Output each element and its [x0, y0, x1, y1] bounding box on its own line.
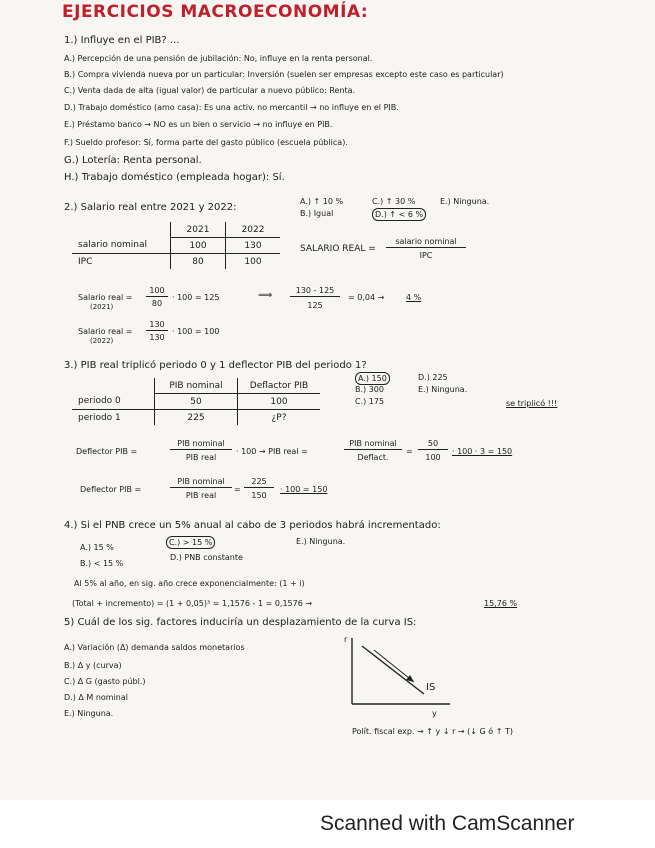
- page-title: EJERCICIOS MACROECONOMÍA:: [62, 2, 369, 22]
- q3-option-e: E.) Ninguna.: [418, 385, 468, 394]
- q3-d3-den: 100: [425, 453, 441, 462]
- q3-cell: 225: [155, 410, 238, 426]
- q2-option-a: A.) ↑ 10 %: [300, 197, 344, 206]
- q3-table-corner: [72, 378, 155, 394]
- q3-row-label: periodo 1: [78, 412, 121, 423]
- q3-cell: 100: [238, 394, 321, 410]
- q2-calc1-year: (2021): [90, 303, 114, 311]
- q2-formula-num: salario nominal: [386, 236, 466, 248]
- q2-option-d-circled: D.) ↑ < 6 %: [372, 208, 426, 221]
- q3-col-pib-nominal: PIB nominal: [155, 378, 238, 394]
- q2-table: [72, 222, 280, 269]
- q4-line2: (Total + incremento) = (1 + 0,05)³ = 1,1576 - 1 = 0,1576 →: [72, 599, 313, 608]
- q3-d3-num: 50: [418, 438, 448, 450]
- is-curve-label: IS: [426, 682, 436, 693]
- q5-policy: Polít. fiscal exp. → ↑ y ↓ r → (↓ G ó ↑ T): [352, 727, 513, 736]
- q3-cell: 50: [155, 394, 238, 410]
- q3-deflector-label: Deflector PIB =: [76, 447, 138, 456]
- q3-e1-den: PIB real: [185, 491, 217, 500]
- q2-question: 2.) Salario real entre 2021 y 2022:: [64, 202, 237, 213]
- q5-option-b: B.) Δ y (curva): [64, 661, 122, 670]
- q3-option-c: C.) 175: [355, 397, 385, 406]
- q2-arrow: ⟹: [258, 290, 273, 301]
- q3-option-a-circled: A.) 150: [355, 372, 390, 385]
- q2-diff-den: 125: [307, 301, 323, 310]
- q2-formula-den: IPC: [419, 251, 433, 260]
- q3-e1-num: PIB nominal: [170, 476, 232, 488]
- axis-y-label: y: [432, 709, 437, 718]
- is-curve-diagram: [340, 632, 470, 722]
- q2-cell: 80: [171, 254, 226, 270]
- q3-option-d: D.) 225: [418, 373, 448, 382]
- camscanner-footer: Scanned with CamScanner: [320, 812, 575, 835]
- q5-option-e: E.) Ninguna.: [64, 709, 114, 718]
- q4-question: 4.) Si el PNB crece un 5% anual al cabo de 3 periodos habrá incrementado:: [64, 520, 441, 531]
- q2-option-e: E.) Ninguna.: [440, 197, 490, 206]
- q2-cell: 100: [171, 238, 226, 254]
- q3-d1-num: PIB nominal: [170, 438, 232, 450]
- q5-option-a: A.) Variación (Δ) demanda saldos monetarios: [64, 643, 245, 652]
- q3-cell: ¿P?: [238, 410, 321, 426]
- q3-option-b: B.) 300: [355, 385, 384, 394]
- q3-note: se triplicó !!!: [506, 399, 558, 408]
- is-curve: [362, 646, 424, 694]
- q2-cell: 100: [226, 254, 281, 270]
- q2-cell: 130: [226, 238, 281, 254]
- q1-item-f: F.) Sueldo profesor: Sí, forma parte del gasto público (escuela pública).: [64, 138, 348, 147]
- q3-e-equals: =: [234, 485, 241, 494]
- q4-result: 15,76 %: [484, 599, 518, 608]
- q3-d2-num: PIB nominal: [344, 438, 402, 450]
- q4-option-e: E.) Ninguna.: [296, 537, 346, 546]
- q3-table: [72, 378, 320, 425]
- q2-calc1-den: 80: [151, 299, 163, 308]
- q2-calc1-rest: · 100 = 125: [172, 293, 220, 302]
- q2-calc2-rest: · 100 = 100: [172, 327, 220, 336]
- q4-option-c-circled: C.) > 15 %: [166, 536, 215, 549]
- q2-result: 4 %: [406, 293, 422, 302]
- q2-calc2-year: (2022): [90, 337, 114, 345]
- q2-col-2022: 2022: [226, 222, 281, 238]
- shift-arrow: [374, 650, 414, 682]
- q2-col-2021: 2021: [171, 222, 226, 238]
- q2-option-b: B.) Igual: [300, 209, 334, 218]
- q1-item-e: E.) Préstamo banco → NO es un bien o servicio → no influye en PIB.: [64, 120, 333, 129]
- axis-r-label: r: [344, 635, 348, 644]
- q1-item-c: C.) Venta dada de alta (igual valor) de particular a nuevo público: Renta.: [64, 86, 356, 95]
- q2-calc1-num: 100: [146, 285, 168, 297]
- q3-e2-num: 225: [244, 476, 274, 488]
- q3-col-deflactor: Deflactor PIB: [238, 378, 321, 394]
- q4-option-d: D.) PNB constante: [170, 553, 243, 562]
- q2-calc2-den: 130: [149, 333, 165, 342]
- q4-option-b: B.) < 15 %: [80, 559, 124, 568]
- q3-d2-eq: =: [406, 447, 413, 456]
- q2-row-label: IPC: [78, 256, 93, 267]
- q1-item-d: D.) Trabajo doméstico (amo casa): Es una activ. no mercantil → no influye en el PIB.: [64, 103, 399, 112]
- q1-item-b: B.) Compra vivienda nueva por un particular: Inversión (suelen ser empresas excepto este caso es particular): [64, 70, 504, 79]
- q3-d1-rest: · 100 → PIB real =: [236, 447, 308, 456]
- q2-calc2-label: Salario real =: [78, 327, 133, 336]
- q3-row-label: periodo 0: [72, 394, 155, 410]
- q3-e-rest: · 100 = 150: [280, 485, 328, 494]
- q2-calc1-label: Salario real =: [78, 293, 133, 302]
- q3-calc-head: · 100 · 3 = 150: [452, 447, 513, 456]
- q5-option-d: D.) Δ M nominal: [64, 693, 129, 702]
- q1-question: 1.) Influye en el PIB? ...: [64, 35, 180, 46]
- q2-option-c: C.) ↑ 30 %: [372, 197, 416, 206]
- q2-calc2-num: 130: [146, 319, 168, 331]
- q1-item-a: A.) Percepción de una pensión de jubilación: No, influye en la renta personal.: [64, 54, 373, 63]
- q5-question: 5) Cuál de los sig. factores induciría un desplazamiento de la curva IS:: [64, 617, 417, 628]
- q5-option-c-circled: C.) Δ G (gasto públ.): [64, 677, 146, 686]
- q1-item-h: H.) Trabajo doméstico (empleada hogar): Sí.: [64, 172, 285, 183]
- q3-d1-den: PIB real: [185, 453, 217, 462]
- q3-question: 3.) PIB real triplicó periodo 0 y 1 deflector PIB del periodo 1?: [64, 360, 367, 371]
- q2-diff-rest: = 0,04 →: [348, 293, 385, 302]
- q3-deflector2-label: Deflector PIB =: [80, 485, 142, 494]
- q1-item-g: G.) Lotería: Renta personal.: [64, 155, 202, 166]
- q2-formula-label: SALARIO REAL =: [300, 244, 376, 254]
- q3-e2-den: 150: [251, 491, 267, 500]
- q2-row-label: salario nominal: [72, 238, 171, 254]
- q4-line1: Al 5% al año, en sig. año crece exponencialmente: (1 + i): [74, 579, 305, 588]
- q2-table-corner: [72, 222, 171, 238]
- q4-option-a: A.) 15 %: [80, 543, 114, 552]
- q3-d2-den: Deflact.: [357, 453, 389, 462]
- q2-diff-num: 130 - 125: [290, 285, 340, 297]
